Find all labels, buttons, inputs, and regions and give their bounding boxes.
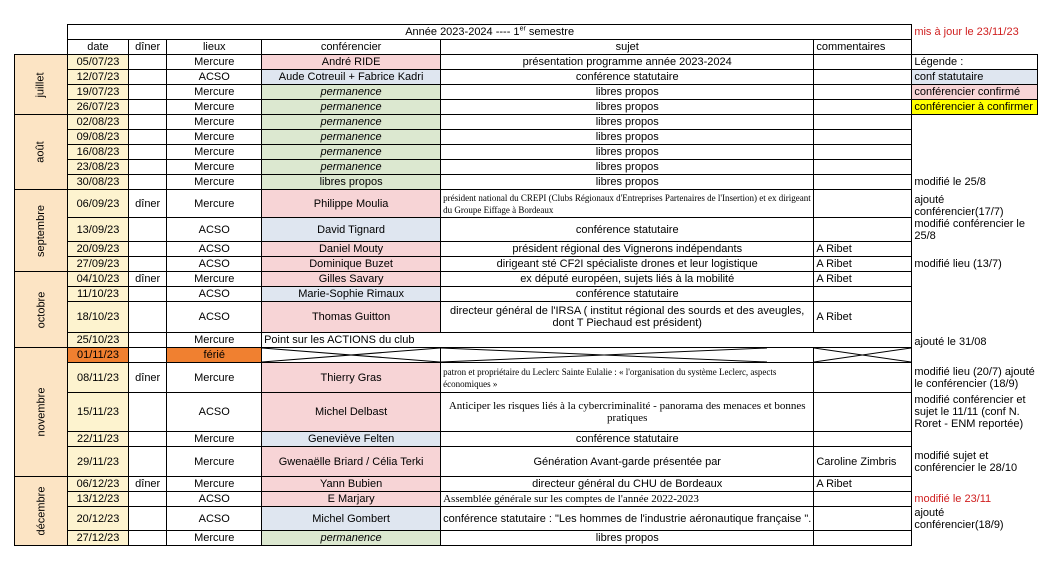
comment-cell (814, 130, 912, 145)
subject-cell: Assemblée générale sur les comptes de l'année 2022-2023 (441, 492, 814, 507)
table-row (15, 432, 1038, 447)
diner-cell (128, 100, 166, 115)
month-label-4 (15, 348, 68, 477)
table-row (15, 145, 1038, 160)
table-row (15, 190, 1038, 218)
speaker-cell: Michel Delbast (262, 393, 441, 432)
subject-cell: directeur général de l'IRSA ( institut régional des sourds et des aveugles, dont T Piechaud est président) (441, 302, 814, 333)
subject-cell: libres propos (441, 85, 814, 100)
comment-cell: A Ribet (814, 257, 912, 272)
subject-cell: libres propos (441, 145, 814, 160)
table-row (15, 130, 1038, 145)
diner-cell (128, 160, 166, 175)
speaker-cell: David Tignard (262, 218, 441, 242)
diner-cell: dîner (128, 477, 166, 492)
sheet-title: Année 2023-2024 ---- 1er semestre (67, 25, 911, 40)
speaker-cell: Yann Bubien (262, 477, 441, 492)
table-row (15, 287, 1038, 302)
col-header-date: date (67, 40, 128, 55)
month-label-1 (15, 115, 68, 190)
date-cell: 30/08/23 (67, 175, 128, 190)
speaker-cell: Gilles Savary (262, 272, 441, 287)
date-cell: 25/10/23 (67, 333, 128, 348)
diner-cell (128, 492, 166, 507)
change-note: modifié sujet et conférencier le 28/10 (914, 449, 1018, 474)
diner-cell (128, 115, 166, 130)
diner-cell (128, 432, 166, 447)
comment-cell (814, 175, 912, 190)
venue-cell: Mercure (167, 432, 262, 447)
subject-cell: libres propos (441, 100, 814, 115)
diner-cell (128, 447, 166, 477)
speaker-cell: permanence (262, 100, 441, 115)
table-row (15, 393, 1038, 432)
speaker-cell: Gwenaëlle Briard / Célia Terki (262, 447, 441, 477)
venue-cell: ACSO (167, 70, 262, 85)
crossed-cell (441, 348, 814, 363)
col-header-conferencier: conférencier (262, 40, 441, 55)
table-row (15, 363, 1038, 393)
change-note: ajouté conférencier(17/7) (914, 193, 1004, 218)
comment-cell (814, 145, 912, 160)
month-text: décembre (34, 486, 47, 536)
comment-cell (814, 432, 912, 447)
change-note (912, 160, 1038, 175)
diner-cell (128, 257, 166, 272)
subject-cell: ex député européen, sujets liés à la mobilité (441, 272, 814, 287)
venue-cell: Mercure (167, 363, 262, 393)
venue-cell: Mercure (167, 447, 262, 477)
speaker-cell: Geneviève Felten (262, 432, 441, 447)
legend-item: conférencier à confirmer (912, 100, 1038, 115)
date-cell: 27/09/23 (67, 257, 128, 272)
corner-blank (15, 25, 68, 40)
col-header-sujet: sujet (441, 40, 814, 55)
speaker-cell: Daniel Mouty (262, 242, 441, 257)
date-cell: 20/09/23 (67, 242, 128, 257)
date-cell: 26/07/23 (67, 100, 128, 115)
change-note (912, 302, 1038, 333)
comment-cell (814, 85, 912, 100)
venue-cell: Mercure (167, 115, 262, 130)
venue-cell: ACSO (167, 257, 262, 272)
change-note (912, 115, 1038, 130)
month-text: octobre (34, 291, 47, 328)
table-row (15, 447, 1038, 477)
speaker-cell: Thierry Gras (262, 363, 441, 393)
comment-cell (814, 115, 912, 130)
date-cell: 22/11/23 (67, 432, 128, 447)
speaker-cell: Dominique Buzet (262, 257, 441, 272)
date-cell: 08/11/23 (67, 363, 128, 393)
subject-cell: libres propos (441, 160, 814, 175)
comment-cell: A Ribet (814, 477, 912, 492)
venue-cell: ACSO (167, 492, 262, 507)
subject-cell: libres propos (441, 175, 814, 190)
date-cell: 16/08/23 (67, 145, 128, 160)
change-note: modifié le 23/11 (914, 493, 992, 505)
diner-cell (128, 218, 166, 242)
venue-cell: Mercure (167, 55, 262, 70)
diner-cell (128, 55, 166, 70)
speaker-cell: permanence (262, 85, 441, 100)
change-note (912, 531, 1038, 546)
diner-cell (128, 242, 166, 257)
comment-cell (814, 55, 912, 70)
table-row (15, 272, 1038, 287)
venue-cell: Mercure (167, 160, 262, 175)
comment-cell (814, 507, 912, 531)
cross-mark (441, 348, 767, 362)
subject-cell: libres propos (441, 531, 814, 546)
month-text: juillet (34, 71, 47, 98)
speaker-cell: E Marjary (262, 492, 441, 507)
change-note (912, 287, 1038, 302)
date-cell: 19/07/23 (67, 85, 128, 100)
month-text: novembre (34, 387, 47, 437)
speaker-cell: permanence (262, 130, 441, 145)
change-note: modifié le 25/8 (914, 176, 986, 188)
subject-cell: libres propos (441, 115, 814, 130)
change-note: modifié conférencier le 25/8 (914, 217, 1025, 242)
date-cell: 15/11/23 (67, 393, 128, 432)
venue-cell: ACSO (167, 287, 262, 302)
diner-cell (128, 175, 166, 190)
venue-cell: ACSO (167, 507, 262, 531)
table-row (15, 348, 1038, 363)
subject-cell: conférence statutaire (441, 218, 814, 242)
crossed-cell (814, 348, 912, 363)
speaker-cell: Thomas Guitton (262, 302, 441, 333)
updated-note: mis à jour le 23/11/23 (914, 26, 1019, 38)
legend-title: Légende : (912, 55, 1038, 70)
comment-cell: A Ribet (814, 272, 912, 287)
speaker-cell: Aude Cotreuil + Fabrice Kadri (262, 70, 441, 85)
table-row (15, 492, 1038, 507)
comment-cell (814, 100, 912, 115)
change-note (912, 432, 1038, 447)
table-row (15, 477, 1038, 492)
venue-cell: ACSO (167, 242, 262, 257)
venue-cell: ACSO (167, 302, 262, 333)
corner-blank-2 (15, 40, 68, 55)
date-cell: 06/09/23 (67, 190, 128, 218)
month-label-5 (15, 477, 68, 546)
date-cell: 06/12/23 (67, 477, 128, 492)
comment-cell (814, 492, 912, 507)
col-header-commentaires: commentaires (814, 40, 912, 55)
table-row (15, 160, 1038, 175)
change-note (912, 272, 1038, 287)
schedule-table (14, 24, 1038, 546)
table-row (15, 218, 1038, 242)
subject-cell: patron et propriétaire du Leclerc Sainte Eulalie : « l'organisation du système Leclerc, aspects économiques » (441, 363, 814, 393)
diner-cell (128, 531, 166, 546)
table-row (15, 242, 1038, 257)
change-note (912, 242, 1038, 257)
subject-cell: présentation programme année 2023-2024 (441, 55, 814, 70)
venue-cell: ACSO (167, 218, 262, 242)
legend-item: conf statutaire (912, 70, 1038, 85)
diner-cell (128, 130, 166, 145)
venue-cell: Mercure (167, 333, 262, 348)
change-note (912, 477, 1038, 492)
change-note (912, 348, 1038, 363)
table-row (15, 115, 1038, 130)
header-blank (912, 40, 1038, 55)
venue-cell: férié (167, 348, 262, 363)
venue-cell: Mercure (167, 477, 262, 492)
diner-cell (128, 85, 166, 100)
subject-cell: Génération Avant-garde présentée par (441, 447, 814, 477)
month-label-2 (15, 190, 68, 272)
date-cell: 12/07/23 (67, 70, 128, 85)
date-cell: 02/08/23 (67, 115, 128, 130)
change-note: modifié conférencier et sujet le 11/11 (conf N. Roret - ENM reportée) (914, 394, 1026, 430)
subject-cell: président régional des Vignerons indépendants (441, 242, 814, 257)
subject-cell: conférence statutaire (441, 287, 814, 302)
venue-cell: Mercure (167, 130, 262, 145)
diner-cell (128, 348, 166, 363)
speaker-cell: Michel Gombert (262, 507, 441, 531)
month-text: août (34, 141, 47, 163)
date-cell: 13/12/23 (67, 492, 128, 507)
venue-cell: ACSO (167, 393, 262, 432)
speaker-cell: permanence (262, 531, 441, 546)
subject-cell: directeur général du CHU de Bordeaux (441, 477, 814, 492)
subject-cell: conférence statutaire : "Les hommes de l'industrie aéronautique française ". (441, 507, 814, 531)
change-note (912, 130, 1038, 145)
comment-cell (814, 363, 912, 393)
col-header-lieux: lieux (167, 40, 262, 55)
month-label-3 (15, 272, 68, 348)
change-note: ajouté conférencier(18/9) (914, 506, 1004, 531)
venue-cell: Mercure (167, 272, 262, 287)
venue-cell: Mercure (167, 100, 262, 115)
comment-cell (814, 393, 912, 432)
date-cell: 11/10/23 (67, 287, 128, 302)
diner-cell (128, 393, 166, 432)
table-row (15, 531, 1038, 546)
subject-cell: conférence statutaire (441, 70, 814, 85)
comment-cell: Caroline Zimbris (814, 447, 912, 477)
date-cell: 04/10/23 (67, 272, 128, 287)
speaker-cell: permanence (262, 145, 441, 160)
table-row (15, 100, 1038, 115)
diner-cell (128, 302, 166, 333)
date-cell: 29/11/23 (67, 447, 128, 477)
col-header-diner: dîner (128, 40, 166, 55)
comment-cell: A Ribet (814, 302, 912, 333)
subject-cell: conférence statutaire (441, 432, 814, 447)
date-cell: 13/09/23 (67, 218, 128, 242)
table-row (15, 55, 1038, 70)
venue-cell: Mercure (167, 145, 262, 160)
venue-cell: Mercure (167, 175, 262, 190)
change-note: ajouté le 31/08 (914, 335, 987, 348)
table-row (15, 257, 1038, 272)
date-cell: 27/12/23 (67, 531, 128, 546)
month-label-0 (15, 55, 68, 115)
table-row (15, 333, 1038, 348)
subject-cell: dirigeant sté CF2I spécialiste drones et leur logistique (441, 257, 814, 272)
comment-cell (814, 531, 912, 546)
date-cell: 18/10/23 (67, 302, 128, 333)
speaker-cell: libres propos (262, 175, 441, 190)
diner-cell: dîner (128, 190, 166, 218)
change-note: modifié lieu (13/7) (914, 258, 1002, 270)
change-note (912, 145, 1038, 160)
table-row (15, 507, 1038, 531)
venue-cell: Mercure (167, 85, 262, 100)
comment-cell: A Ribet (814, 242, 912, 257)
change-note: modifié lieu (20/7) ajouté le conférencier (18/9) (914, 365, 1035, 390)
speaker-cell: André RIDE (262, 55, 441, 70)
diner-cell: dîner (128, 272, 166, 287)
date-cell: 05/07/23 (67, 55, 128, 70)
venue-cell: Mercure (167, 531, 262, 546)
diner-cell: dîner (128, 363, 166, 393)
comment-cell (814, 190, 912, 218)
cross-mark (814, 348, 911, 362)
table-row (15, 175, 1038, 190)
crossed-cell (262, 348, 441, 363)
subject-cell: président national du CREPI (Clubs Régionaux d'Entreprises Partenaires de l'Insertion) et ex dirigeant du Groupe Eiffage à Bordeaux (441, 190, 814, 218)
table-row (15, 85, 1038, 100)
cross-mark (262, 348, 440, 362)
comment-cell (814, 287, 912, 302)
month-text: septembre (34, 204, 47, 257)
speaker-cell: permanence (262, 115, 441, 130)
action-point-cell: Point sur les ACTIONS du club (262, 333, 912, 348)
date-cell: 09/08/23 (67, 130, 128, 145)
diner-cell (128, 70, 166, 85)
table-row (15, 70, 1038, 85)
table-row (15, 302, 1038, 333)
date-cell: 01/11/23 (67, 348, 128, 363)
date-cell: 23/08/23 (67, 160, 128, 175)
speaker-cell: Philippe Moulia (262, 190, 441, 218)
speaker-cell: Marie-Sophie Rimaux (262, 287, 441, 302)
comment-cell (814, 70, 912, 85)
diner-cell (128, 145, 166, 160)
legend-item: conférencier confirmé (912, 85, 1038, 100)
subject-cell: Anticiper les risques liés à la cybercriminalité - panorama des menaces et bonnes pratiques (441, 393, 814, 432)
diner-cell (128, 333, 166, 348)
speaker-cell: permanence (262, 160, 441, 175)
diner-cell (128, 287, 166, 302)
date-cell: 20/12/23 (67, 507, 128, 531)
subject-cell: libres propos (441, 130, 814, 145)
diner-cell (128, 507, 166, 531)
comment-cell (814, 218, 912, 242)
comment-cell (814, 160, 912, 175)
venue-cell: Mercure (167, 190, 262, 218)
